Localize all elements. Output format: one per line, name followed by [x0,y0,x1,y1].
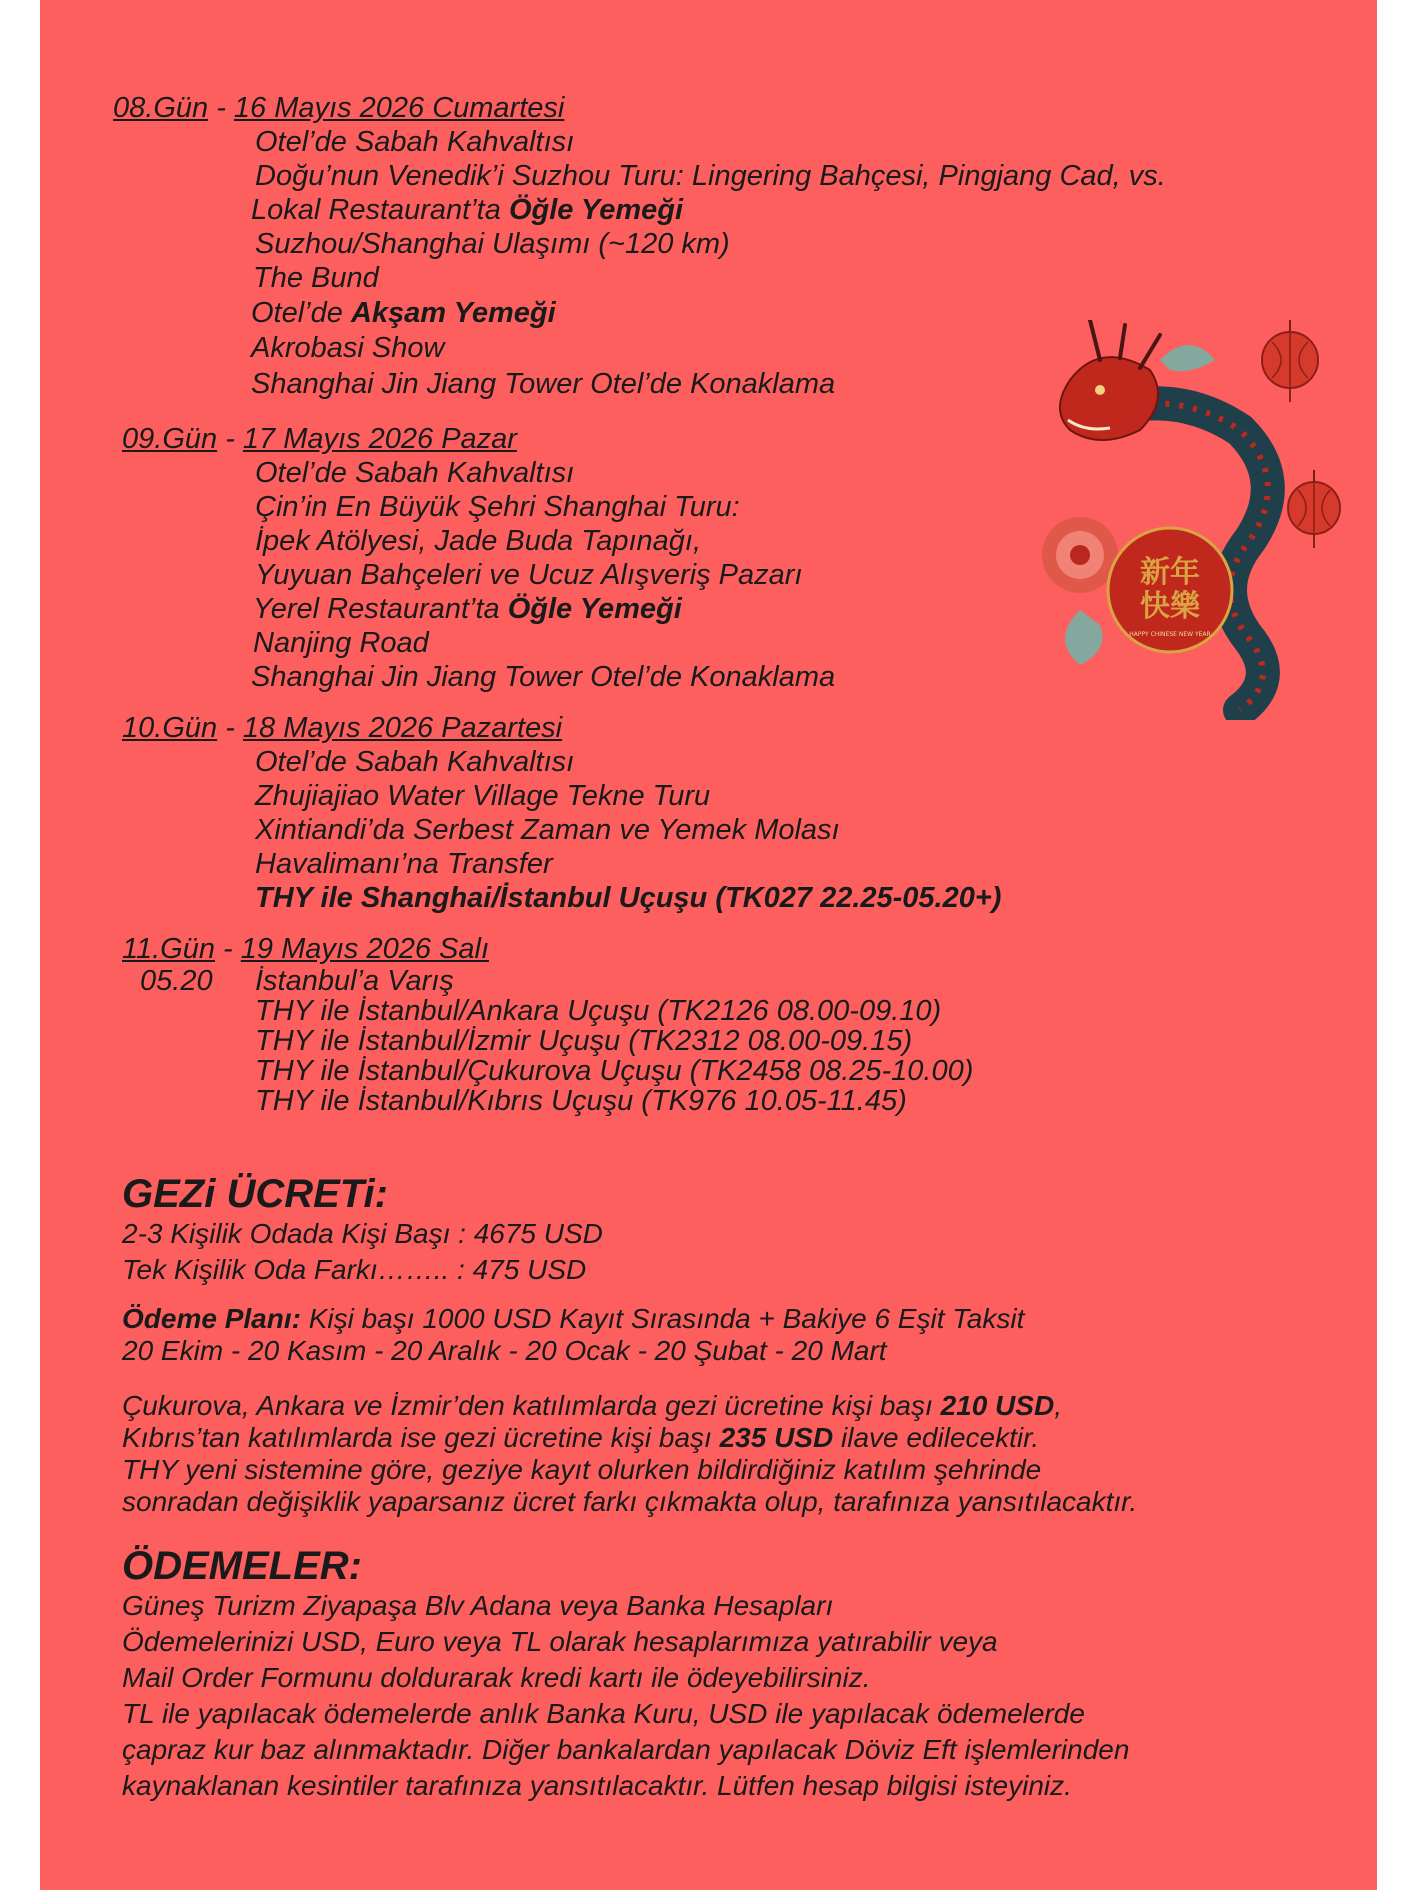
day-label: 08.Gün [113,92,209,124]
payment-plan: Ödeme Planı: Kişi başı 1000 USD Kayıt Sırasında + Bakiye 6 Eşit Taksit [122,1303,1025,1334]
itinerary-item: Nanjing Road [253,627,429,659]
itinerary-item: THY ile Shanghai/İstanbul Uçuşu (TK027 22.25-05.20+) [255,882,1002,914]
day-date: 18 Mayıs 2026 Pazartesi [242,712,563,744]
itinerary-item: Otel’de Sabah Kahvaltısı [255,457,575,489]
itinerary-item: Shanghai Jin Jiang Tower Otel’de Konaklama [251,661,836,693]
day-label: 09.Gün [122,423,218,455]
itinerary-item: İpek Atölyesi, Jade Buda Tapınağı, [255,525,702,557]
badge-caption: HAPPY CHINESE NEW YEAR [1129,631,1211,638]
payment-plan-dates: 20 Ekim - 20 Kasım - 20 Aralık - 20 Ocak - 20 Şubat - 20 Mart [122,1335,887,1366]
dragon-illustration [1040,320,1380,720]
lantern-icon [1288,470,1340,548]
price-heading: GEZi ÜCRETi: [122,1172,388,1216]
itinerary-item: Xintiandi’da Serbest Zaman ve Yemek Molası [255,814,840,846]
price-note: THY yeni sistemine göre, geziye kayıt olurken bildirdiğiniz katılım şehrinde [122,1454,1042,1485]
price-note: Çukurova, Ankara ve İzmir’den katılımlarda gezi ücretine kişi başı 210 USD, [122,1390,1062,1421]
payments-line: Ödemelerinizi USD, Euro veya TL olarak hesaplarımıza yatırabilir veya [122,1626,998,1657]
price-note: sonradan değişiklik yaparsanız ücret farkı çıkmakta olup, tarafınıza yansıtılacaktır. [122,1486,1138,1517]
day-08-header [113,92,564,125]
badge-chars-1: 新年 [1140,555,1200,590]
payment-plan-label: Ödeme Planı: [122,1303,301,1334]
lantern-icon [1262,320,1318,402]
itinerary-item: Havalimanı’na Transfer [255,848,553,880]
payments-line: kaynaklanan kesintiler tarafınıza yansıtılacaktır. Lütfen hesap bilgisi isteyiniz. [122,1770,1072,1801]
itinerary-item: THY ile İstanbul/Ankara Uçuşu (TK2126 08.00-09.10) [255,995,942,1027]
day-09-header [122,423,517,456]
price-note: Kıbrıs’tan katılımlarda ise gezi ücretine kişi başı 235 USD ilave edilecektir. [122,1422,1040,1453]
itinerary-item: Lokal Restaurant’ta Öğle Yemeği [251,194,684,226]
new-year-badge [1108,528,1232,652]
itinerary-item: Yerel Restaurant’ta Öğle Yemeği [253,593,682,625]
day-dash: - [217,712,243,744]
day-date: 17 Mayıs 2026 Pazar [242,423,517,455]
itinerary-item: Otel’de Akşam Yemeği [251,297,556,329]
day-dash: - [217,423,243,455]
day-date: 19 Mayıs 2026 Salı [240,933,490,965]
itinerary-item: THY ile İstanbul/Kıbrıs Uçuşu (TK976 10.05-11.45) [255,1085,907,1117]
itinerary-item: Otel’de Sabah Kahvaltısı [255,126,575,158]
arrival-time: 05.20 [140,965,213,997]
page [40,0,1377,1890]
day-label: 10.Gün [122,712,218,744]
payments-line: TL ile yapılacak ödemelerde anlık Banka Kuru, USD ile yapılacak ödemelerde [122,1698,1085,1729]
itinerary-item: İstanbul’a Varış [255,965,454,997]
payments-line: çapraz kur baz alınmaktadır. Diğer bankalardan yapılacak Döviz Eft işlemlerinden [122,1734,1130,1765]
badge-chars-2: 快樂 [1140,589,1200,624]
itinerary-item: Shanghai Jin Jiang Tower Otel’de Konaklama [251,368,836,400]
itinerary-item: Zhujiajiao Water Village Tekne Turu [255,780,711,812]
payments-line: Mail Order Formunu doldurarak kredi kartı ile ödeyebilirsiniz. [122,1662,871,1693]
itinerary-item: THY ile İstanbul/Çukurova Uçuşu (TK2458 08.25-10.00) [255,1055,974,1087]
payments-line: Güneş Turizm Ziyapaşa Blv Adana veya Banka Hesapları [122,1590,834,1621]
itinerary-item: Akrobasi Show [251,332,445,364]
day-dash: - [208,92,234,124]
price-line: 2-3 Kişilik Odada Kişi Başı : 4675 USD [122,1218,603,1249]
itinerary-item: Çin’in En Büyük Şehri Shanghai Turu: [255,491,740,523]
day-label: 11.Gün [122,933,215,965]
itinerary-item: Otel’de Sabah Kahvaltısı [255,746,575,778]
day-date: 16 Mayıs 2026 Cumartesi [233,92,565,124]
day-10-header [122,712,562,745]
itinerary-item: THY ile İstanbul/İzmir Uçuşu (TK2312 08.00-09.15) [255,1025,913,1057]
price-line: Tek Kişilik Oda Farkı…….. : 475 USD [122,1254,587,1285]
itinerary-item: Suzhou/Shanghai Ulaşımı (~120 km) [255,228,730,260]
itinerary-item: The Bund [253,262,379,294]
day-11-header [122,933,489,966]
day-dash: - [214,933,241,965]
payments-heading: ÖDEMELER: [122,1544,362,1588]
itinerary-item: Yuyuan Bahçeleri ve Ucuz Alışveriş Pazarı [255,559,803,591]
itinerary-item: Doğu’nun Venedik’i Suzhou Turu: Lingering Bahçesi, Pingjang Cad, vs. [255,160,1166,192]
